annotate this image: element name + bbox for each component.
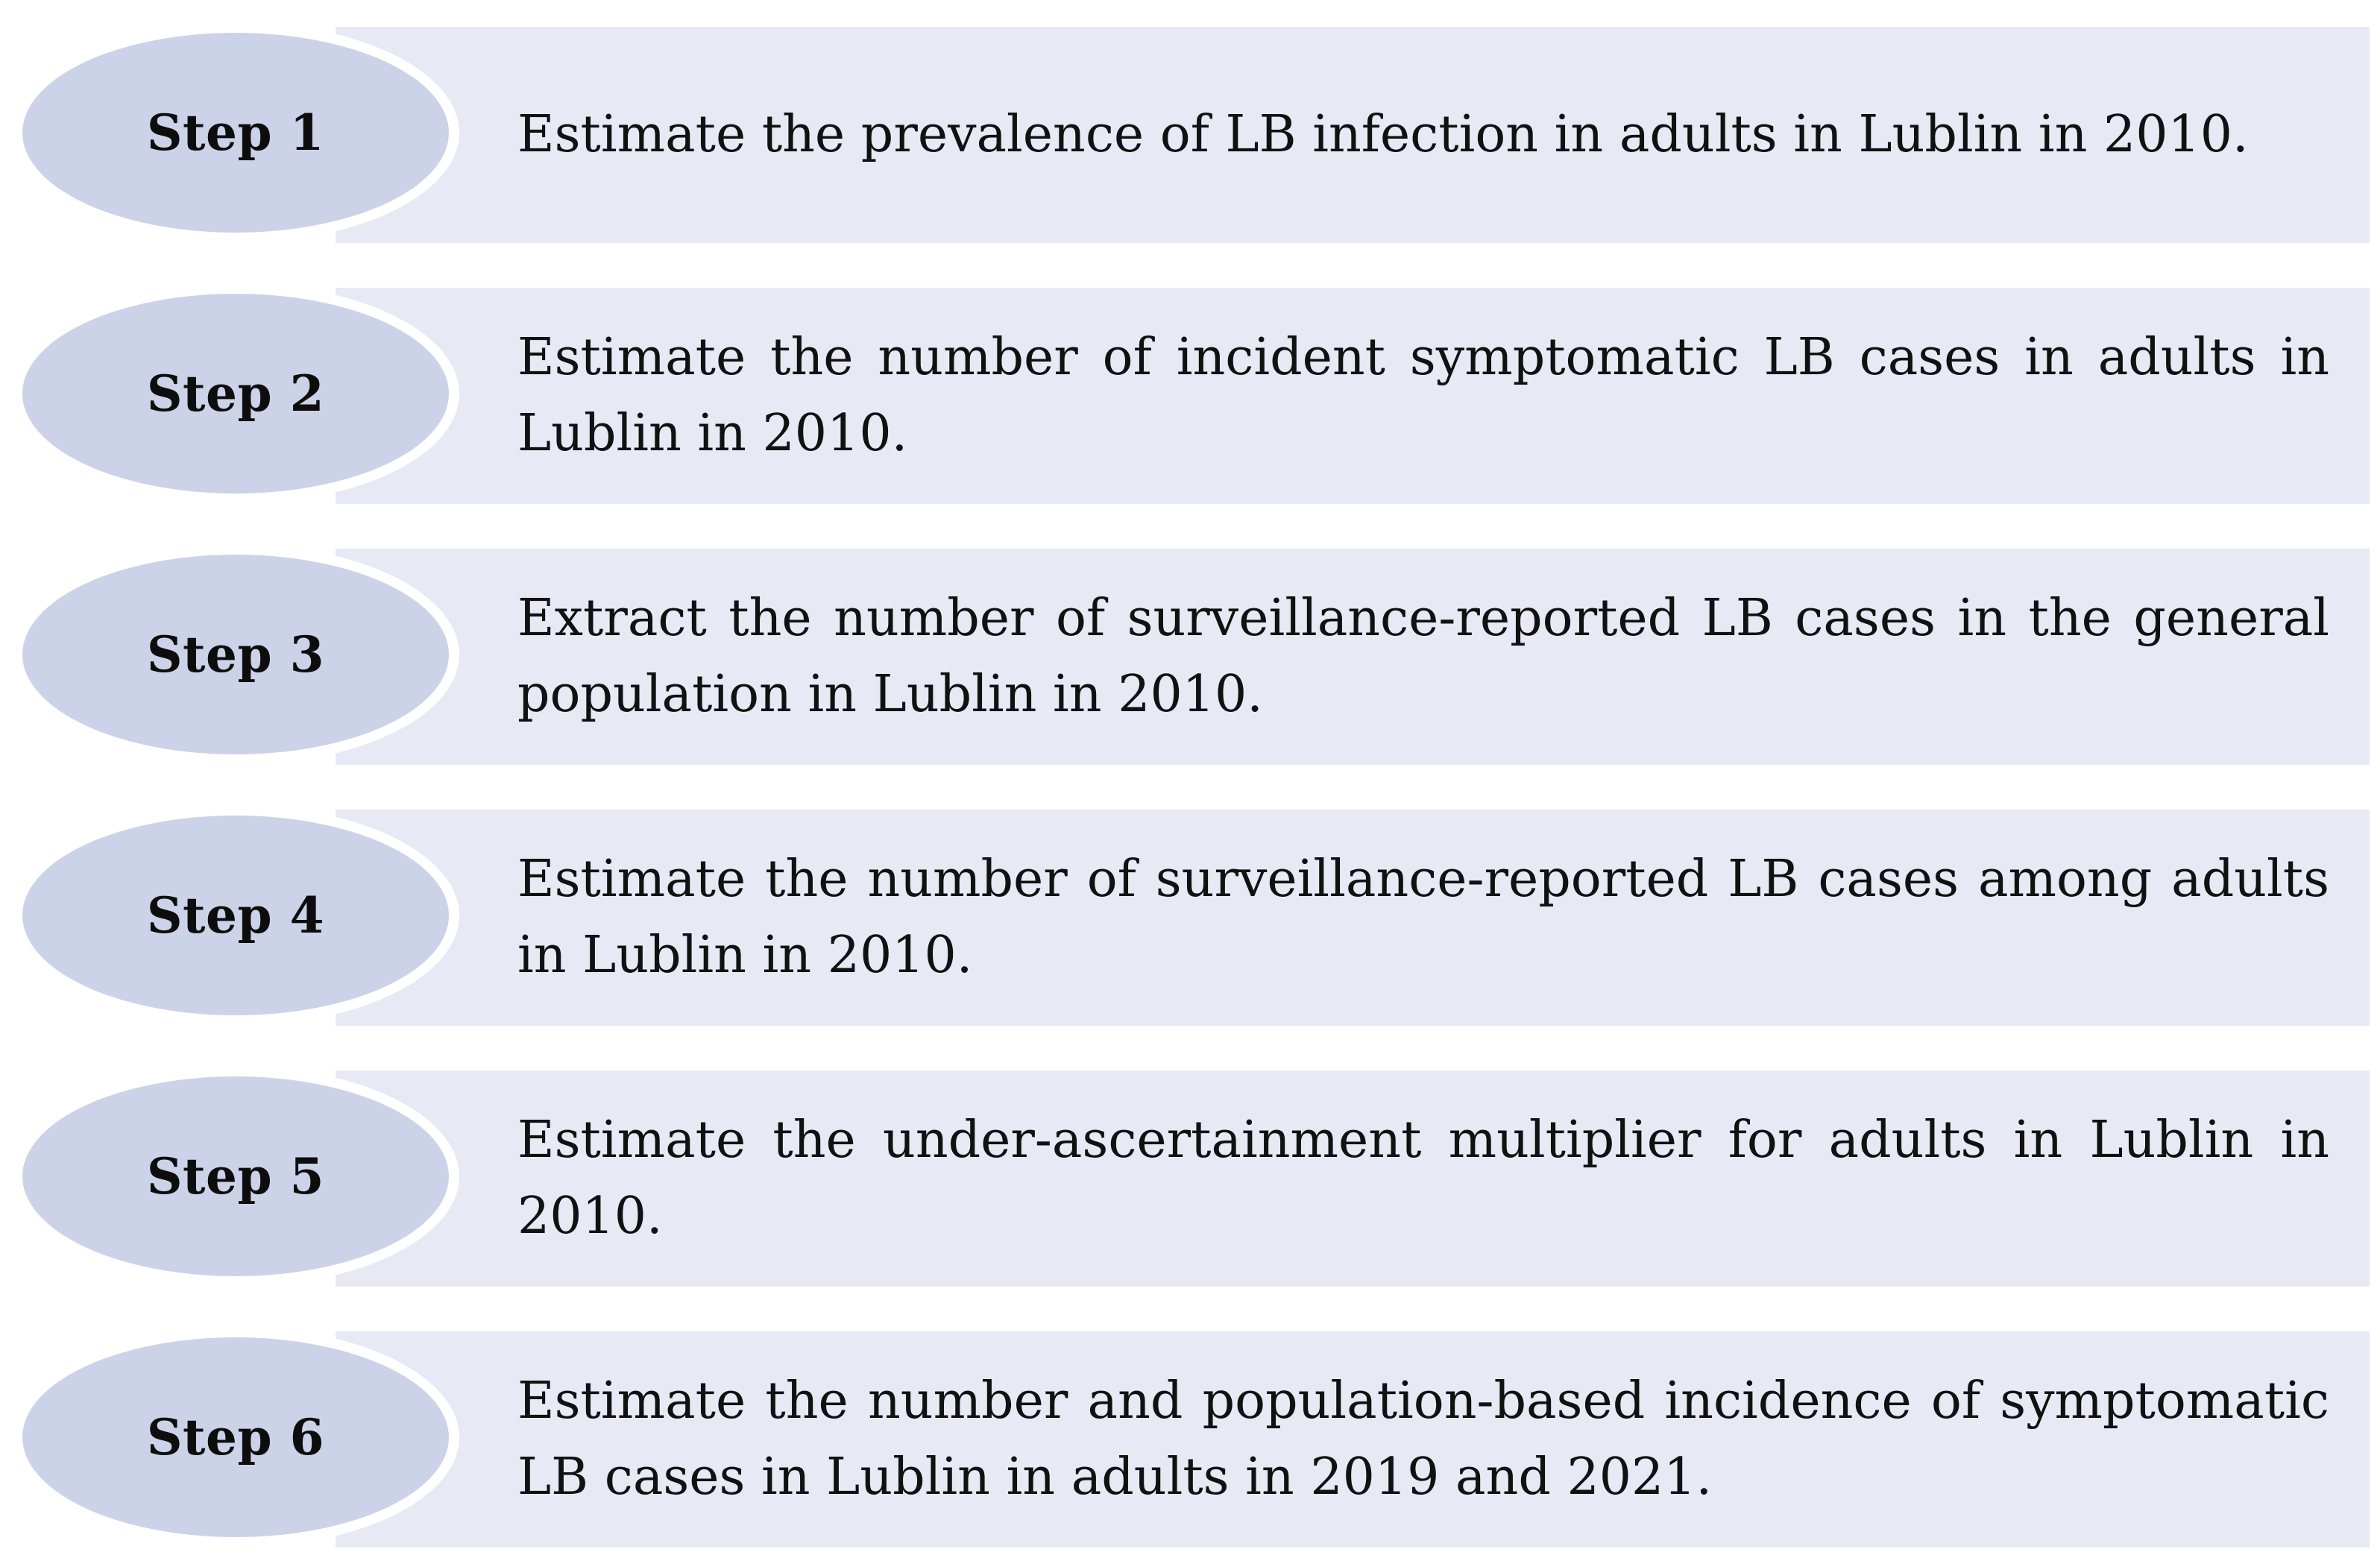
step-description-box [517, 810, 2329, 1026]
step-label: Step 6 [146, 1408, 325, 1466]
step-description-box [517, 1070, 2329, 1287]
step-label: Step 5 [146, 1147, 325, 1205]
step-label: Step 1 [146, 104, 325, 162]
step-row-4 [0, 805, 2380, 1026]
step-label: Step 2 [146, 365, 325, 423]
step-badge [12, 283, 459, 504]
step-row-2 [0, 283, 2380, 504]
step-label: Step 3 [146, 625, 325, 684]
step-badge [12, 544, 459, 765]
step-description: Extract the number of surveillance-reported LB cases in the general population in Lublin in 2010. [517, 589, 2329, 724]
step-badge [12, 805, 459, 1026]
step-label: Step 4 [146, 886, 325, 945]
step-description: Estimate the prevalence of LB infection in adults in Lublin in 2010. [517, 105, 2249, 164]
step-row-3 [0, 544, 2380, 765]
step-row-6 [0, 1327, 2380, 1548]
step-description: Estimate the number of surveillance-reported LB cases among adults in Lublin in 2010. [517, 850, 2329, 985]
step-description: Estimate the number of incident symptomatic LB cases in adults in Lublin in 2010. [517, 328, 2329, 463]
step-badge [12, 1327, 459, 1548]
step-description-box [517, 27, 2329, 243]
step-description-box [517, 1331, 2329, 1548]
step-row-5 [0, 1066, 2380, 1287]
step-badge [12, 1066, 459, 1287]
step-description: Estimate the under-ascertainment multiplier for adults in Lublin in 2010. [517, 1111, 2329, 1246]
step-description-box [517, 549, 2329, 765]
step-badge [12, 22, 459, 243]
step-row-1 [0, 22, 2380, 243]
step-description: Estimate the number and population-based incidence of symptomatic LB cases in Lublin in adults in 2019 and 2021. [517, 1372, 2329, 1507]
step-description-box [517, 288, 2329, 504]
